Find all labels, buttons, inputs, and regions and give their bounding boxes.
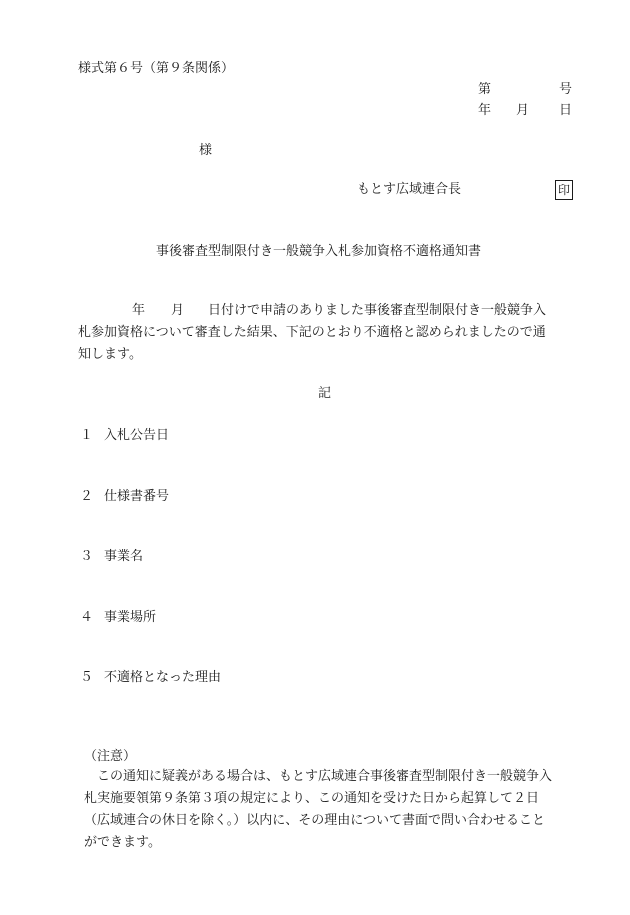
item-number: １ [80, 428, 94, 443]
item-label: 入札公告日 [104, 428, 170, 443]
item-number: ４ [80, 610, 94, 625]
item-number: ３ [80, 549, 94, 564]
list-item [80, 489, 169, 505]
item-number: ５ [80, 670, 94, 685]
date-day: 日 [559, 103, 573, 118]
item-label: 仕様書番号 [104, 489, 170, 504]
item-label: 事業場所 [104, 610, 157, 625]
body-line-1 [78, 300, 578, 322]
note-heading: （注意） [84, 749, 137, 764]
body-month: 月 [171, 303, 185, 318]
note-paragraph [84, 766, 579, 854]
list-item [80, 670, 221, 686]
body-day-text: 日付けで申請のありました事後審査型制限付き一般競争入 [208, 303, 547, 318]
sender-name: もとす広域連合長 [357, 182, 462, 197]
body-line-2: 札参加資格について審査した結果、下記のとおり不適格と認められましたので通 [78, 325, 546, 340]
seal-box: 印 [555, 180, 573, 200]
ki-heading: 記 [318, 386, 332, 401]
document-title: 事後審査型制限付き一般競争入札参加資格不適格通知書 [156, 244, 482, 259]
date-year: 年 [478, 103, 492, 118]
list-item [80, 610, 156, 626]
note-line-2: 札実施要領第９条第３項の規定により、この通知を受けた日から起算して２日 [84, 791, 540, 806]
body-paragraph [78, 300, 578, 366]
body-year: 年 [132, 303, 146, 318]
item-label: 事業名 [104, 549, 144, 564]
note-line-4: ができます。 [84, 835, 161, 850]
list-item [80, 549, 143, 565]
list-item [80, 428, 169, 444]
note-line-1: この通知に疑義がある場合は、もとす広域連合事後審査型制限付き一般競争入 [84, 769, 553, 784]
addressee-suffix: 様 [199, 143, 213, 158]
form-number: 様式第６号（第９条関係） [78, 61, 235, 76]
body-line-3: 知します。 [78, 347, 142, 362]
note-line-3: （広域連合の休日を除く。）以内に、その理由について書面で問い合わせること [84, 813, 545, 828]
item-label: 不適格となった理由 [104, 670, 222, 685]
date-month: 月 [516, 103, 530, 118]
item-number: ２ [80, 489, 94, 504]
doc-number-go: 号 [559, 82, 573, 97]
doc-number-dai: 第 [478, 82, 492, 97]
